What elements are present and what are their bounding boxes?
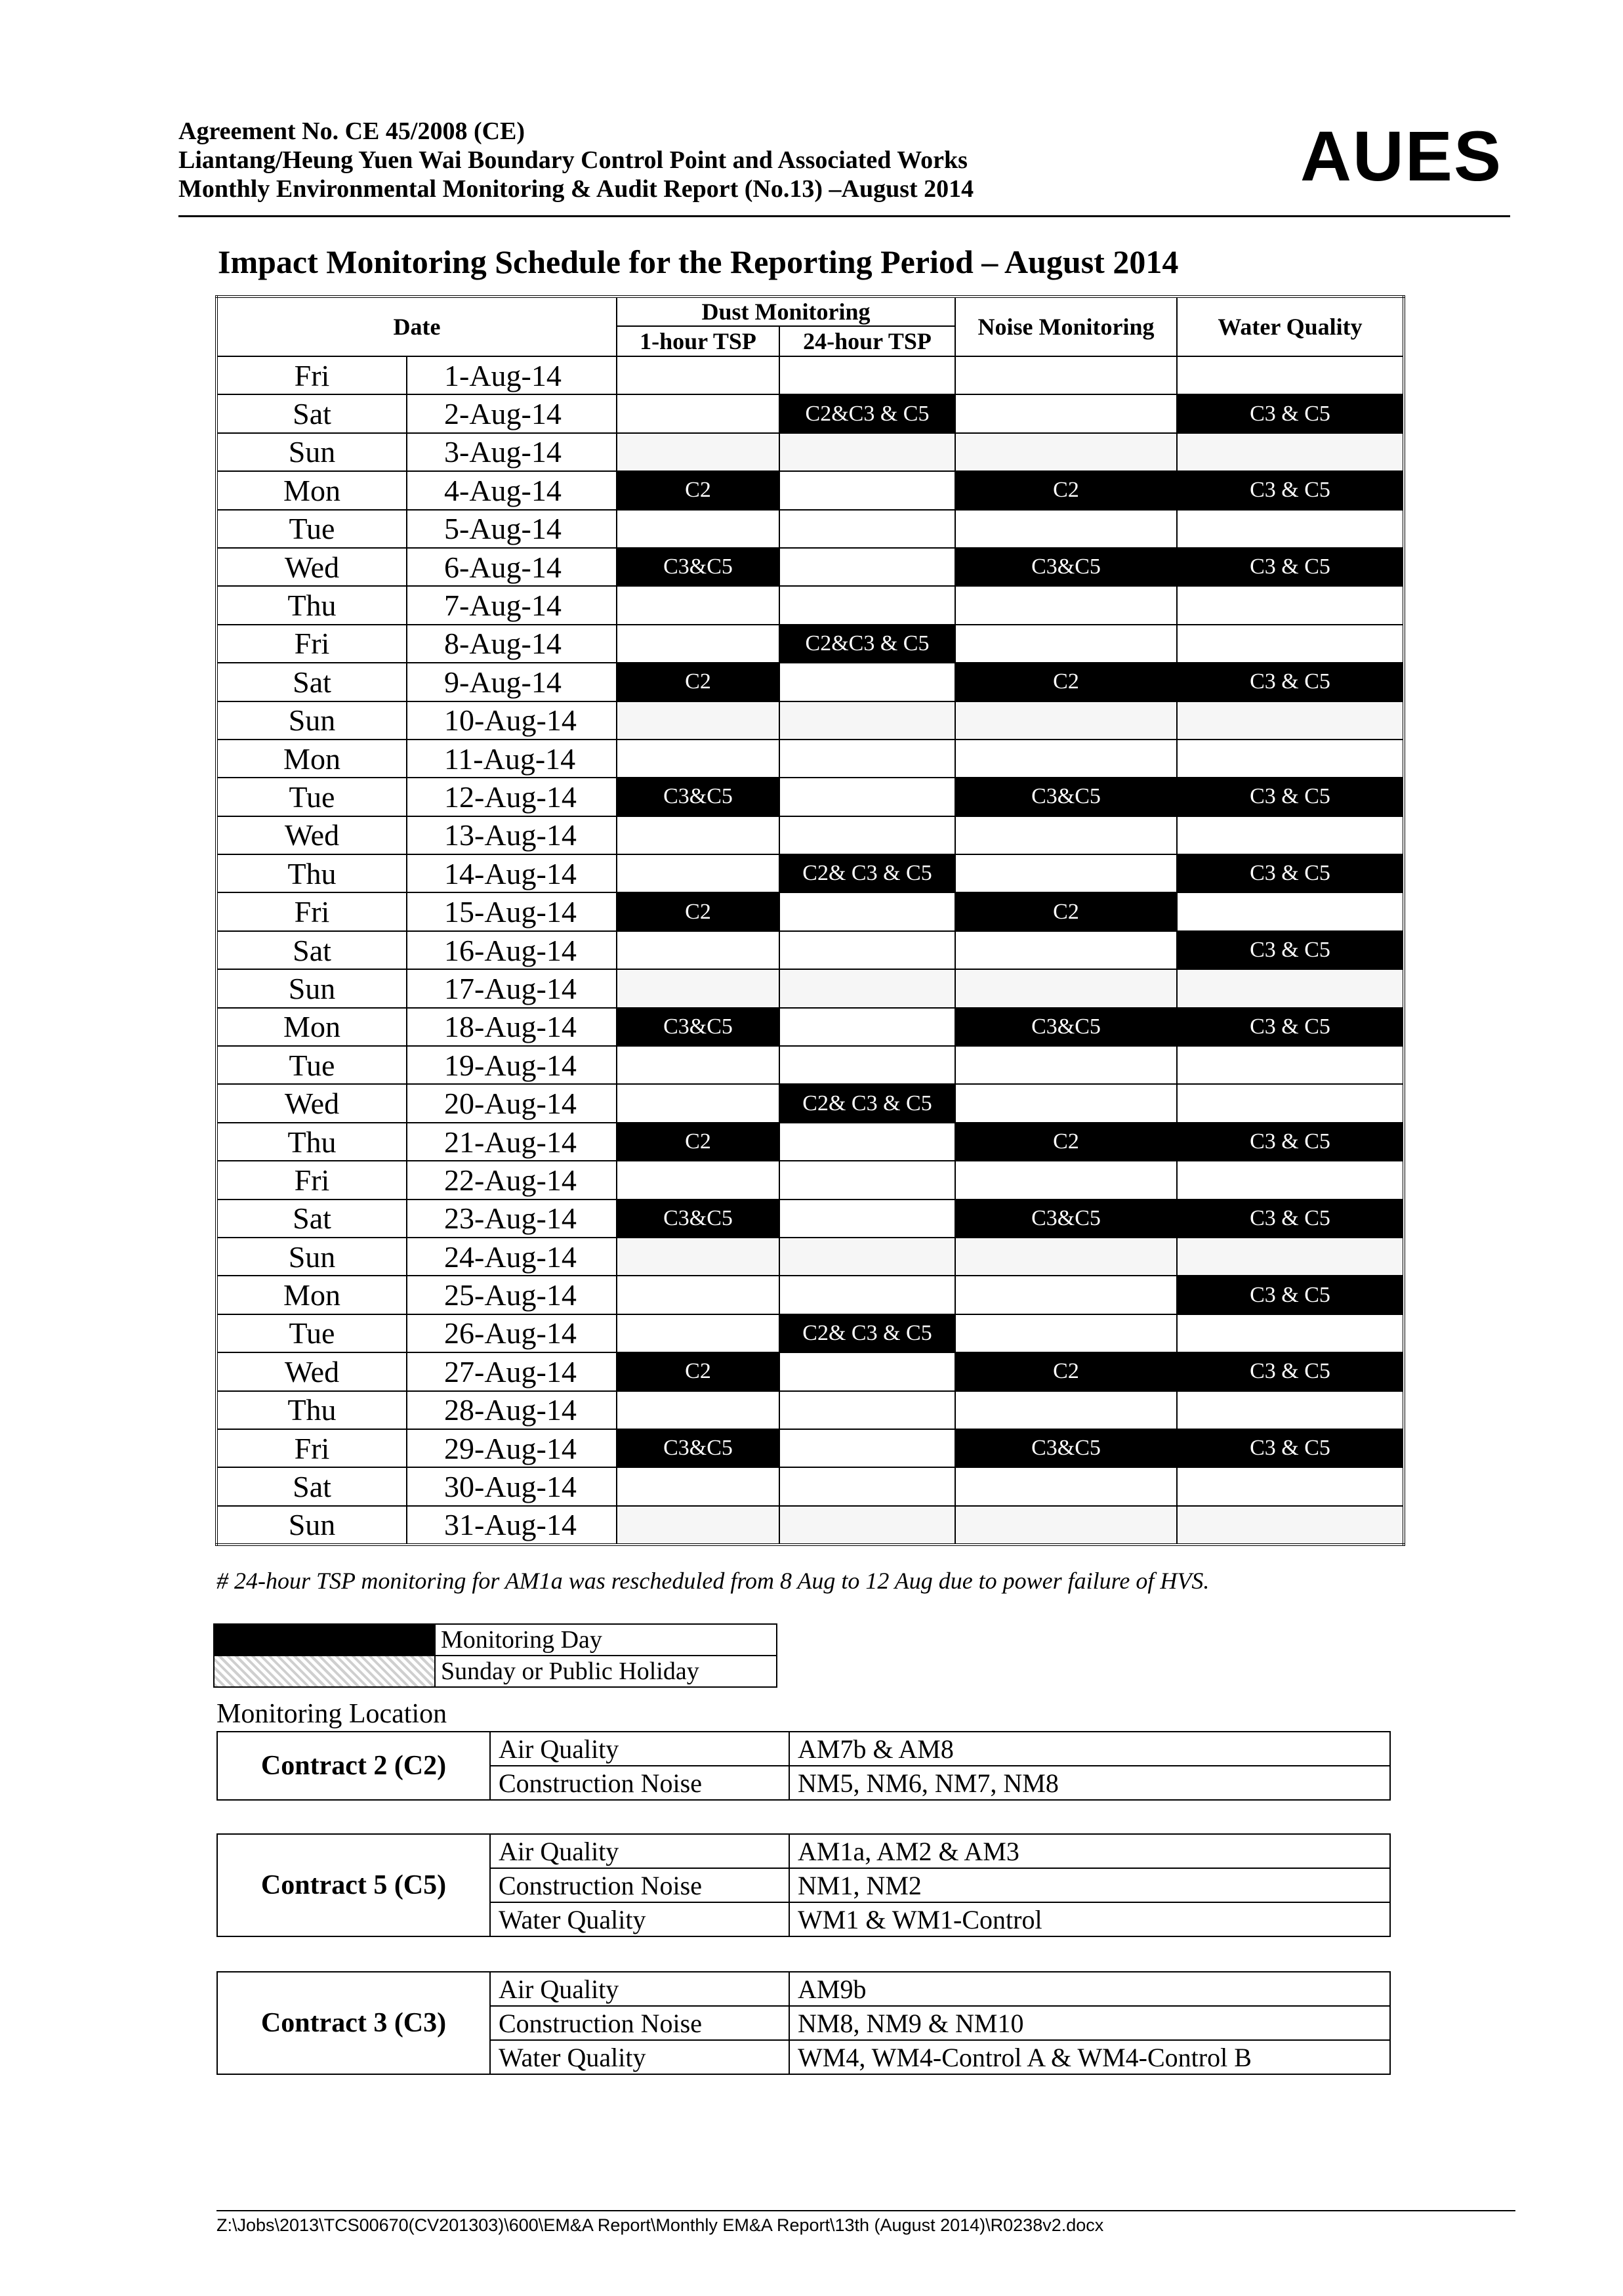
date-cell: 8-Aug-14 [407,625,617,663]
noise-cell [955,854,1177,892]
schedule-row [216,1276,1404,1314]
contract-label: Contract 5 (C5) [217,1834,490,1936]
schedule-row [216,394,1404,432]
date-cell: 28-Aug-14 [407,1391,617,1429]
schedule-row [216,1429,1404,1467]
noise-cell [955,1238,1177,1276]
day-cell: Mon [216,1276,407,1314]
noise-cell [955,356,1177,394]
tsp24-cell: C2&C3 & C5 [779,394,955,432]
sunday-holiday-swatch [214,1656,435,1687]
schedule-row [216,1008,1404,1046]
tsp1-cell [617,1467,779,1505]
date-cell: 26-Aug-14 [407,1314,617,1352]
water-quality-header: Water Quality [1177,297,1404,356]
tsp24-cell [779,663,955,701]
file-path-footer: Z:\Jobs\2013\TCS00670(CV201303)\600\EM&A Report\Monthly EM&A Report\13th (August 2014)\R0238v2.docx [216,2210,1515,2236]
tsp1-cell [617,931,779,969]
schedule-row [216,816,1404,854]
schedule-row [216,1161,1404,1199]
water-cell [1177,1084,1404,1122]
day-cell: Sat [216,931,407,969]
schedule-row [216,931,1404,969]
date-cell: 11-Aug-14 [407,740,617,778]
tsp24-cell [779,969,955,1007]
schedule-row [216,740,1404,778]
date-cell: 4-Aug-14 [407,471,617,509]
water-cell: C3 & C5 [1177,854,1404,892]
day-cell: Thu [216,854,407,892]
noise-cell: C2 [955,892,1177,930]
water-cell [1177,1391,1404,1429]
noise-cell [955,1467,1177,1505]
water-cell: C3 & C5 [1177,394,1404,432]
parameter-cell: Construction Noise [490,1868,789,1902]
aues-logo: AUES [1300,116,1502,196]
tsp-24hour-header: 24-hour TSP [779,326,955,356]
schedule-row [216,356,1404,394]
water-cell [1177,1506,1404,1545]
noise-cell [955,740,1177,778]
contract-label: Contract 2 (C2) [217,1732,490,1800]
date-cell: 25-Aug-14 [407,1276,617,1314]
water-cell: C3 & C5 [1177,1008,1404,1046]
day-cell: Sat [216,394,407,432]
date-cell: 24-Aug-14 [407,1238,617,1276]
schedule-row [216,625,1404,663]
tsp1-cell: C3&C5 [617,1008,779,1046]
water-cell [1177,1314,1404,1352]
date-cell: 20-Aug-14 [407,1084,617,1122]
tsp24-cell [779,1352,955,1390]
day-cell: Mon [216,1008,407,1046]
tsp1-cell [617,969,779,1007]
day-cell: Mon [216,471,407,509]
water-cell [1177,625,1404,663]
monitoring-day-swatch [214,1624,435,1656]
date-cell: 14-Aug-14 [407,854,617,892]
tsp1-cell [617,1238,779,1276]
date-cell: 6-Aug-14 [407,548,617,586]
tsp24-cell [779,1391,955,1429]
tsp1-cell: C2 [617,471,779,509]
tsp24-cell [779,1276,955,1314]
tsp24-cell [779,1429,955,1467]
tsp1-cell [617,1391,779,1429]
noise-cell [955,433,1177,471]
water-cell: C3 & C5 [1177,663,1404,701]
date-cell: 12-Aug-14 [407,778,617,816]
day-cell: Sun [216,1506,407,1545]
tsp24-cell: C2& C3 & C5 [779,1314,955,1352]
tsp24-cell [779,586,955,624]
tsp1-cell: C3&C5 [617,778,779,816]
water-cell: C3 & C5 [1177,1352,1404,1390]
tsp24-cell [779,1161,955,1199]
project-name: Liantang/Heung Yuen Wai Boundary Control Point and Associated Works [178,146,968,174]
schedule-row [216,701,1404,740]
date-cell: 5-Aug-14 [407,510,617,548]
monitoring-location-title: Monitoring Location [216,1699,447,1729]
day-cell: Wed [216,1352,407,1390]
date-cell: 29-Aug-14 [407,1429,617,1467]
tsp24-cell [779,1506,955,1545]
date-cell: 2-Aug-14 [407,394,617,432]
date-cell: 1-Aug-14 [407,356,617,394]
tsp1-cell [617,740,779,778]
water-cell [1177,1238,1404,1276]
water-cell [1177,740,1404,778]
stations-cell: WM4, WM4-Control A & WM4-Control B [789,2040,1390,2074]
tsp1-cell: C2 [617,892,779,930]
schedule-row [216,510,1404,548]
schedule-row [216,892,1404,930]
tsp1-cell [617,394,779,432]
water-cell [1177,1046,1404,1084]
date-cell: 15-Aug-14 [407,892,617,930]
water-cell [1177,356,1404,394]
report-name: Monthly Environmental Monitoring & Audit Report (No.13) –August 2014 [178,175,974,203]
water-cell [1177,816,1404,854]
date-cell: 27-Aug-14 [407,1352,617,1390]
tsp24-cell: C2& C3 & C5 [779,1084,955,1122]
schedule-row [216,663,1404,701]
noise-cell: C3&C5 [955,778,1177,816]
tsp24-cell [779,931,955,969]
stations-cell: WM1 & WM1-Control [789,1902,1390,1936]
schedule-row [216,1314,1404,1352]
day-cell: Tue [216,510,407,548]
water-cell: C3 & C5 [1177,471,1404,509]
noise-cell [955,701,1177,740]
water-cell: C3 & C5 [1177,931,1404,969]
noise-cell [955,1046,1177,1084]
day-cell: Wed [216,548,407,586]
monitoring-schedule-table [215,295,1405,1546]
date-cell: 17-Aug-14 [407,969,617,1007]
schedule-row [216,778,1404,816]
noise-cell [955,931,1177,969]
tsp1-cell [617,1046,779,1084]
noise-cell: C3&C5 [955,1008,1177,1046]
schedule-row [216,969,1404,1007]
stations-cell: AM9b [789,1972,1390,2006]
day-cell: Sun [216,433,407,471]
tsp24-cell [779,471,955,509]
tsp24-cell [779,1008,955,1046]
tsp24-cell [779,433,955,471]
parameter-cell: Water Quality [490,2040,789,2074]
day-cell: Sat [216,663,407,701]
tsp24-cell [779,778,955,816]
parameter-cell: Air Quality [490,1834,789,1868]
tsp1-cell: C3&C5 [617,548,779,586]
schedule-row [216,548,1404,586]
water-cell [1177,586,1404,624]
sunday-holiday-label: Sunday or Public Holiday [435,1656,777,1687]
water-cell [1177,510,1404,548]
day-cell: Thu [216,1123,407,1161]
tsp1-cell [617,1276,779,1314]
date-header: Date [216,297,617,356]
noise-cell: C2 [955,663,1177,701]
tsp1-cell [617,701,779,740]
parameter-cell: Air Quality [490,1972,789,2006]
tsp1-cell [617,1314,779,1352]
noise-cell [955,1276,1177,1314]
water-cell [1177,969,1404,1007]
tsp24-cell [779,816,955,854]
tsp1-cell [617,1084,779,1122]
stations-cell: AM7b & AM8 [789,1732,1390,1766]
noise-cell: C3&C5 [955,1429,1177,1467]
stations-cell: AM1a, AM2 & AM3 [789,1834,1390,1868]
tsp24-cell [779,701,955,740]
tsp24-cell [779,740,955,778]
day-cell: Sun [216,969,407,1007]
tsp24-cell [779,510,955,548]
agreement-number: Agreement No. CE 45/2008 (CE) [178,117,525,145]
noise-cell [955,969,1177,1007]
water-cell: C3 & C5 [1177,1429,1404,1467]
date-cell: 13-Aug-14 [407,816,617,854]
tsp24-cell [779,548,955,586]
stations-cell: NM5, NM6, NM7, NM8 [789,1766,1390,1800]
noise-cell [955,1084,1177,1122]
schedule-row [216,1123,1404,1161]
date-cell: 22-Aug-14 [407,1161,617,1199]
monitoring-day-label: Monitoring Day [435,1624,777,1656]
noise-monitoring-header: Noise Monitoring [955,297,1177,356]
day-cell: Fri [216,1161,407,1199]
schedule-title: Impact Monitoring Schedule for the Reporting Period – August 2014 [218,243,1179,280]
day-cell: Fri [216,625,407,663]
noise-cell: C2 [955,471,1177,509]
date-cell: 18-Aug-14 [407,1008,617,1046]
legend-table [213,1623,777,1688]
tsp1-cell [617,1506,779,1545]
date-cell: 21-Aug-14 [407,1123,617,1161]
tsp1-cell: C3&C5 [617,1200,779,1238]
tsp24-cell: C2&C3 & C5 [779,625,955,663]
day-cell: Wed [216,1084,407,1122]
day-cell: Tue [216,778,407,816]
day-cell: Sat [216,1467,407,1505]
day-cell: Sat [216,1200,407,1238]
tsp-1hour-header: 1-hour TSP [617,326,779,356]
schedule-row [216,433,1404,471]
parameter-cell: Water Quality [490,1902,789,1936]
water-cell [1177,433,1404,471]
tsp1-cell [617,356,779,394]
tsp1-cell [617,433,779,471]
water-cell: C3 & C5 [1177,1123,1404,1161]
date-cell: 23-Aug-14 [407,1200,617,1238]
parameter-cell: Construction Noise [490,1766,789,1800]
water-cell [1177,1467,1404,1505]
tsp1-cell [617,510,779,548]
schedule-row [216,1200,1404,1238]
tsp1-cell: C3&C5 [617,1429,779,1467]
contract-5-location-table [216,1833,1391,1937]
schedule-row [216,1506,1404,1545]
schedule-row [216,1467,1404,1505]
schedule-body [216,356,1404,1545]
tsp1-cell [617,1161,779,1199]
noise-cell [955,586,1177,624]
dust-monitoring-header: Dust Monitoring [617,297,955,326]
day-cell: Fri [216,892,407,930]
noise-cell: C2 [955,1123,1177,1161]
water-cell [1177,892,1404,930]
day-cell: Fri [216,1429,407,1467]
date-cell: 30-Aug-14 [407,1467,617,1505]
day-cell: Tue [216,1314,407,1352]
water-cell [1177,701,1404,740]
tsp24-cell [779,892,955,930]
stations-cell: NM8, NM9 & NM10 [789,2006,1390,2040]
day-cell: Fri [216,356,407,394]
day-cell: Mon [216,740,407,778]
contract-label: Contract 3 (C3) [217,1972,490,2074]
schedule-row [216,586,1404,624]
day-cell: Thu [216,1391,407,1429]
day-cell: Thu [216,586,407,624]
date-cell: 16-Aug-14 [407,931,617,969]
day-cell: Sun [216,701,407,740]
tsp24-cell [779,1123,955,1161]
contract-2-location-table [216,1731,1391,1801]
date-cell: 9-Aug-14 [407,663,617,701]
tsp1-cell: C2 [617,1123,779,1161]
contract-3-location-table [216,1971,1391,2075]
date-cell: 10-Aug-14 [407,701,617,740]
date-cell: 19-Aug-14 [407,1046,617,1084]
tsp1-cell [617,586,779,624]
day-cell: Tue [216,1046,407,1084]
noise-cell [955,1391,1177,1429]
noise-cell [955,625,1177,663]
tsp1-cell: C2 [617,1352,779,1390]
tsp24-cell [779,1238,955,1276]
tsp24-cell: C2& C3 & C5 [779,854,955,892]
noise-cell: C3&C5 [955,548,1177,586]
water-cell: C3 & C5 [1177,548,1404,586]
noise-cell [955,394,1177,432]
tsp1-cell [617,625,779,663]
noise-cell: C2 [955,1352,1177,1390]
date-cell: 31-Aug-14 [407,1506,617,1545]
tsp1-cell [617,854,779,892]
noise-cell [955,510,1177,548]
tsp1-cell [617,816,779,854]
tsp24-cell [779,1046,955,1084]
schedule-row [216,1352,1404,1390]
day-cell: Sun [216,1238,407,1276]
noise-cell [955,816,1177,854]
water-cell: C3 & C5 [1177,1200,1404,1238]
parameter-cell: Air Quality [490,1732,789,1766]
date-cell: 3-Aug-14 [407,433,617,471]
schedule-row [216,1046,1404,1084]
parameter-cell: Construction Noise [490,2006,789,2040]
noise-cell: C3&C5 [955,1200,1177,1238]
tsp24-cell [779,1200,955,1238]
tsp24-cell [779,356,955,394]
page-header [178,117,1510,217]
noise-cell [955,1314,1177,1352]
schedule-row [216,1391,1404,1429]
footnote: # 24-hour TSP monitoring for AM1a was rescheduled from 8 Aug to 12 Aug due to power failure of HVS. [216,1568,1210,1594]
schedule-row [216,1084,1404,1122]
date-cell: 7-Aug-14 [407,586,617,624]
schedule-row [216,1238,1404,1276]
tsp24-cell [779,1467,955,1505]
noise-cell [955,1506,1177,1545]
schedule-row [216,471,1404,509]
day-cell: Wed [216,816,407,854]
schedule-row [216,854,1404,892]
stations-cell: NM1, NM2 [789,1868,1390,1902]
tsp1-cell: C2 [617,663,779,701]
water-cell: C3 & C5 [1177,1276,1404,1314]
water-cell: C3 & C5 [1177,778,1404,816]
water-cell [1177,1161,1404,1199]
noise-cell [955,1161,1177,1199]
